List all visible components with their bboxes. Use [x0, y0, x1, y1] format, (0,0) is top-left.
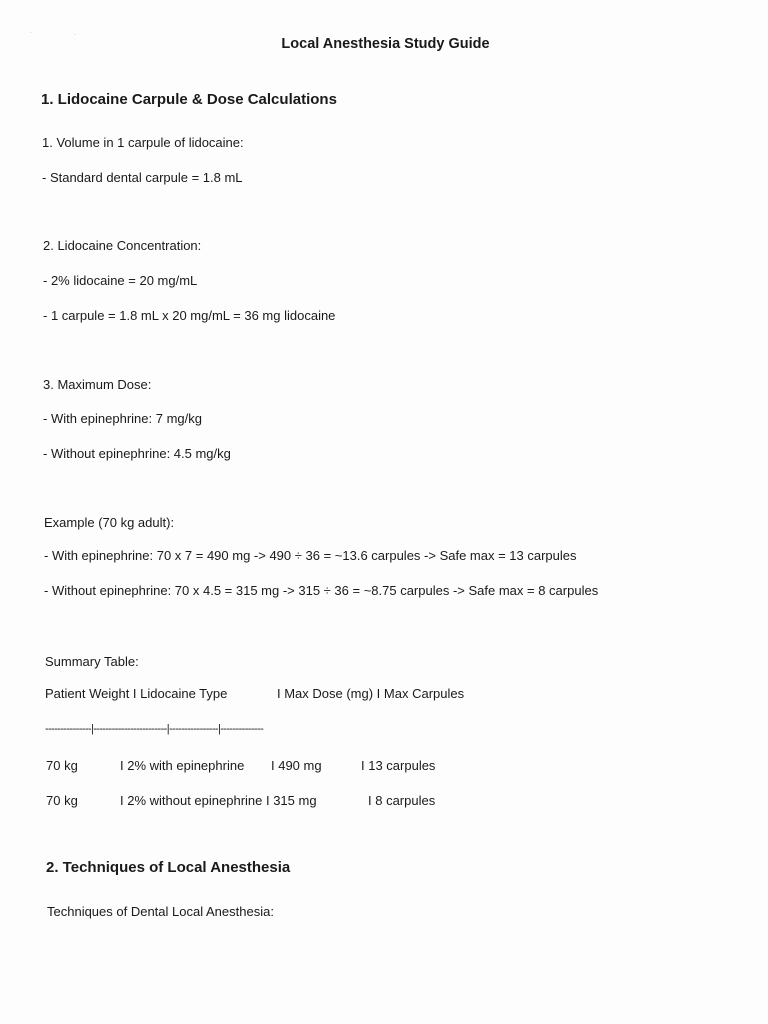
document-title: Local Anesthesia Study Guide	[281, 36, 490, 52]
example-heading: Example (70 kg adult):	[44, 515, 175, 530]
table-cell-dose: I 490 mg	[271, 758, 322, 773]
scan-speck: ·	[74, 32, 76, 38]
example-line: - With epinephrine: 70 x 7 = 490 mg -> 490 ÷ 36 = ~13.6 carpules -> Safe max = 13 carpules	[44, 548, 577, 563]
max-dose-heading: 3. Maximum Dose:	[43, 377, 152, 392]
table-header	[45, 686, 745, 702]
table-cell-weight: 70 kg	[46, 758, 78, 773]
scan-speck: ·	[30, 30, 32, 36]
volume-heading: 1. Volume in 1 carpule of lidocaine:	[42, 135, 244, 150]
table-separator: ---------------|------------------------|----------------|--------------	[45, 723, 264, 735]
table-cell-carpules: I 13 carpules	[361, 758, 436, 773]
table-row	[46, 793, 746, 809]
section-heading-techniques: 2. Techniques of Local Anesthesia	[46, 859, 291, 876]
table-cell-type: I 2% with epinephrine	[120, 758, 245, 773]
max-dose-line: - Without epinephrine: 4.5 mg/kg	[43, 446, 231, 461]
summary-heading: Summary Table:	[45, 654, 139, 669]
concentration-line: - 2% lidocaine = 20 mg/mL	[43, 273, 198, 288]
section-heading-dose-calculations: 1. Lidocaine Carpule & Dose Calculations	[41, 91, 337, 108]
techniques-intro: Techniques of Dental Local Anesthesia:	[47, 904, 274, 919]
concentration-heading: 2. Lidocaine Concentration:	[43, 238, 202, 253]
concentration-line: - 1 carpule = 1.8 mL x 20 mg/mL = 36 mg lidocaine	[43, 308, 336, 323]
table-header-cell: Patient Weight I Lidocaine Type	[45, 686, 228, 701]
max-dose-line: - With epinephrine: 7 mg/kg	[43, 411, 202, 426]
table-cell-carpules: I 8 carpules	[368, 793, 436, 808]
volume-line: - Standard dental carpule = 1.8 mL	[42, 170, 243, 185]
table-cell-type: I 2% without epinephrine I 315 mg	[120, 793, 317, 808]
table-header-cell: I Max Dose (mg) I Max Carpules	[277, 686, 465, 701]
table-cell-weight: 70 kg	[46, 793, 78, 808]
example-line: - Without epinephrine: 70 x 4.5 = 315 mg -> 315 ÷ 36 = ~8.75 carpules -> Safe max = 8 carpules	[44, 583, 599, 598]
table-row	[46, 758, 746, 774]
